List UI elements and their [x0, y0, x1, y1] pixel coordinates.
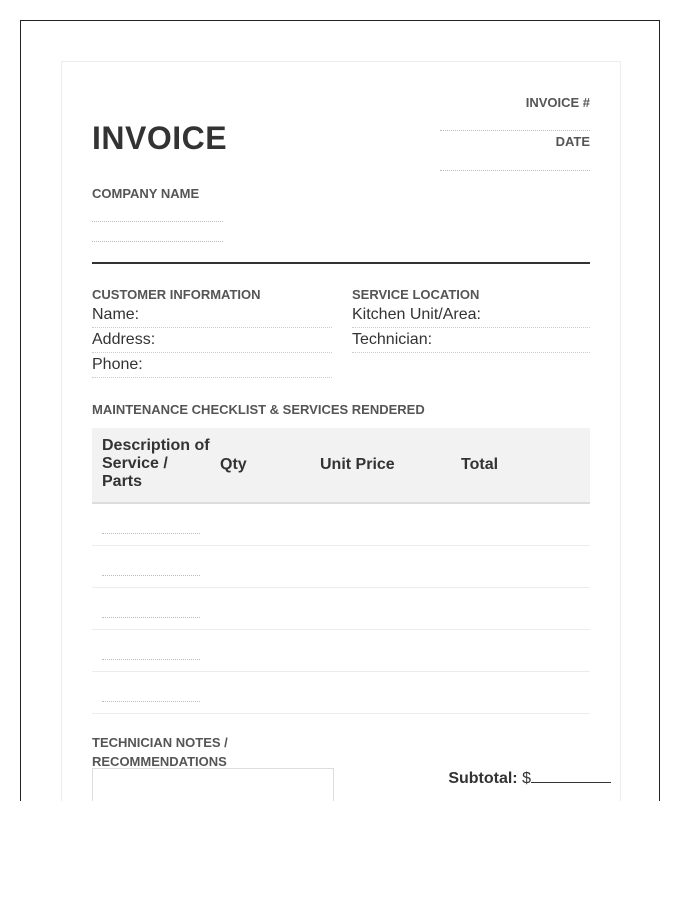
- company-name-label: COMPANY NAME: [92, 186, 200, 201]
- row-description-field[interactable]: [102, 659, 200, 660]
- customer-address-field[interactable]: Address:: [92, 328, 332, 353]
- kitchen-unit-field[interactable]: Kitchen Unit/Area:: [352, 303, 590, 328]
- customer-name-field[interactable]: Name:: [92, 303, 332, 328]
- subtotal: [448, 768, 611, 788]
- header-divider: [92, 262, 590, 264]
- page-frame: [20, 20, 660, 801]
- technician-field[interactable]: Technician:: [352, 328, 590, 353]
- customer-info-heading: CUSTOMER INFORMATION: [92, 287, 261, 302]
- table-row[interactable]: [92, 630, 590, 672]
- table-row[interactable]: [92, 588, 590, 630]
- table-row[interactable]: [92, 546, 590, 588]
- invoice-number-field[interactable]: [440, 130, 590, 131]
- col-total: Total: [461, 456, 499, 473]
- invoice-sheet: [61, 61, 621, 801]
- notes-heading-line1: TECHNICIAN NOTES /: [92, 735, 228, 750]
- notes-heading-line2: RECOMMENDATIONS: [92, 754, 227, 769]
- service-location-heading: SERVICE LOCATION: [352, 287, 480, 302]
- table-header: [92, 428, 590, 504]
- invoice-title: INVOICE: [92, 120, 228, 156]
- location-fields: [352, 303, 590, 353]
- customer-fields: [92, 303, 332, 378]
- invoice-number-label: INVOICE #: [525, 95, 590, 110]
- technician-notes-heading: [92, 733, 228, 771]
- row-description-field[interactable]: [102, 575, 200, 576]
- customer-phone-field[interactable]: Phone:: [92, 353, 332, 378]
- date-field[interactable]: [440, 170, 590, 171]
- table-row[interactable]: [92, 672, 590, 714]
- checklist-heading: MAINTENANCE CHECKLIST & SERVICES RENDERED: [92, 402, 425, 417]
- services-table: [92, 428, 590, 714]
- company-name-field-1[interactable]: [92, 221, 223, 222]
- row-description-field[interactable]: [102, 701, 200, 702]
- subtotal-field[interactable]: [531, 768, 611, 783]
- col-qty: Qty: [220, 456, 247, 473]
- date-label: DATE: [555, 134, 590, 149]
- row-description-field[interactable]: [102, 533, 200, 534]
- subtotal-label: Subtotal:: [448, 770, 518, 787]
- table-row[interactable]: [92, 504, 590, 546]
- technician-notes-box[interactable]: [92, 768, 334, 801]
- col-description: Description of Service / Parts: [102, 437, 210, 490]
- col-unit-price: Unit Price: [320, 456, 395, 473]
- currency-symbol: $: [522, 770, 531, 787]
- row-description-field[interactable]: [102, 617, 200, 618]
- company-name-field-2[interactable]: [92, 241, 223, 242]
